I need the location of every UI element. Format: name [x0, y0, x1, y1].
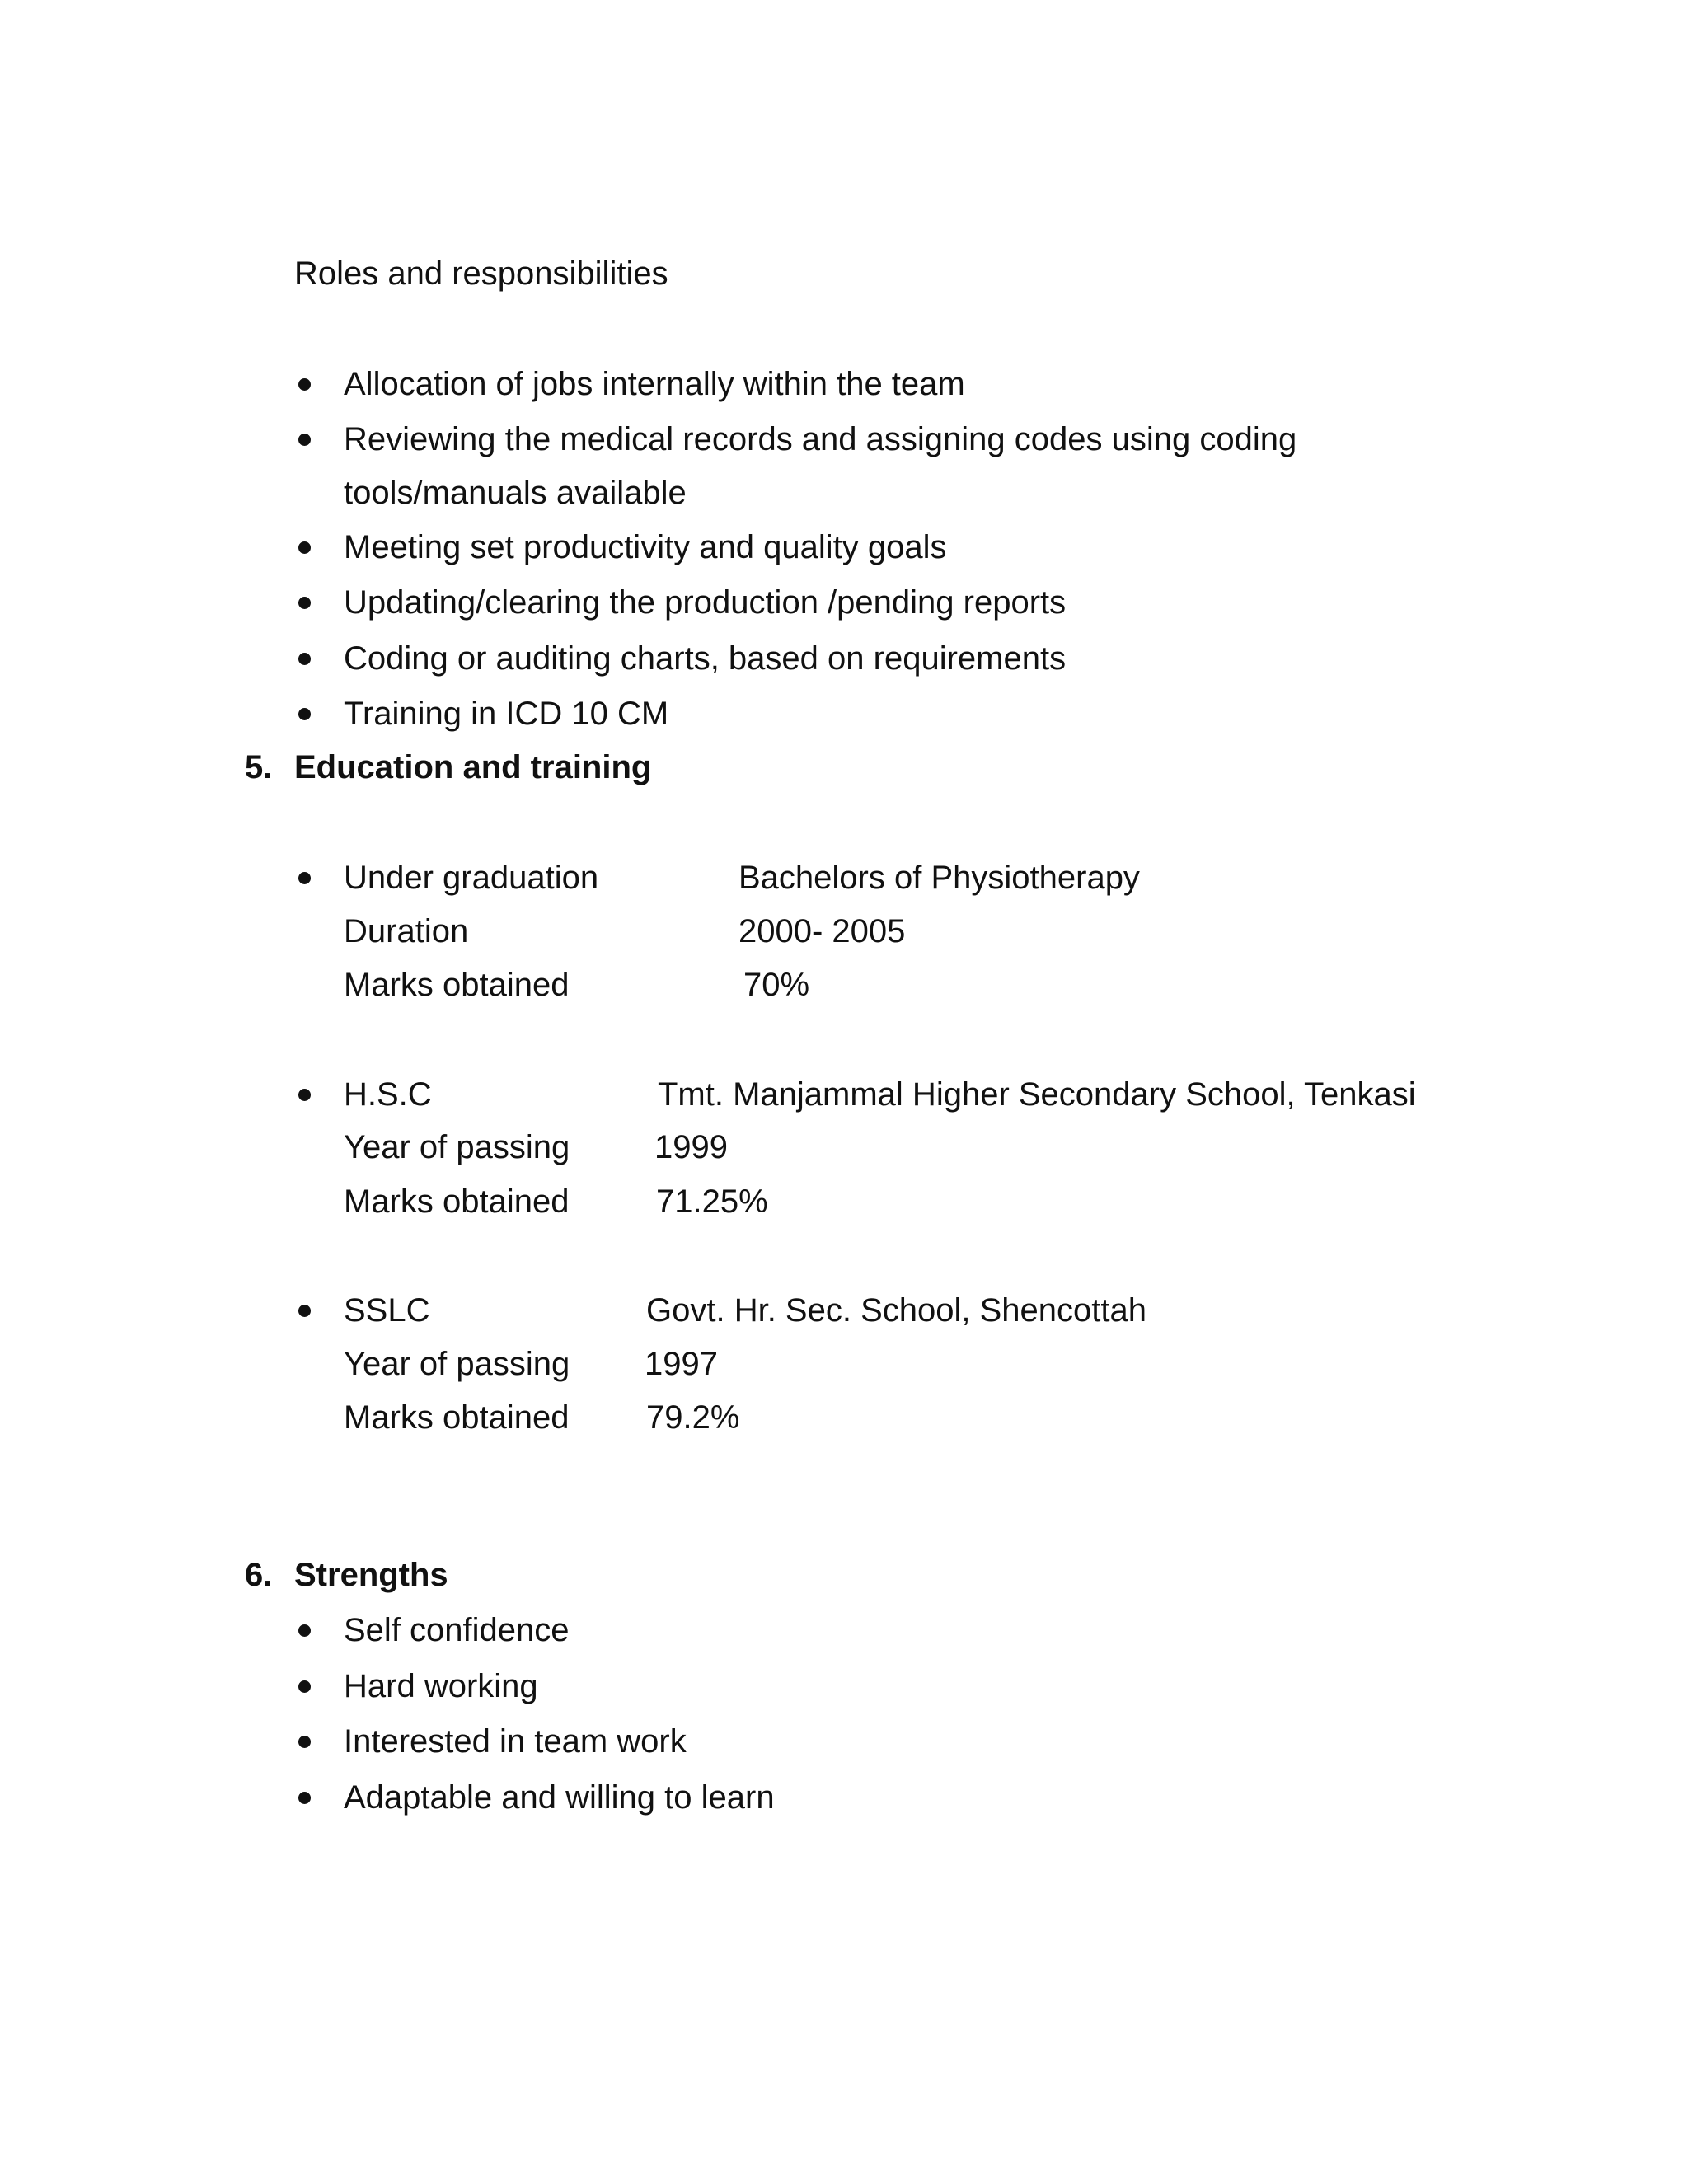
bullet-icon — [298, 541, 311, 554]
bullet-icon — [298, 1089, 311, 1101]
roles-item: Updating/clearing the production /pending reports — [344, 584, 1067, 621]
strengths-item: Adaptable and willing to learn — [344, 1779, 775, 1816]
education-row-label: Marks obtained — [344, 967, 570, 1003]
bullet-icon — [298, 1305, 311, 1317]
section-number: 6. — [245, 1557, 273, 1593]
roles-item: Coding or auditing charts, based on requirements — [344, 640, 1067, 677]
roles-item-continued: tools/manuals available — [344, 475, 687, 511]
roles-item: Meeting set productivity and quality goals — [344, 529, 947, 565]
bullet-icon — [298, 434, 311, 446]
education-row-label: Year of passing — [344, 1346, 570, 1382]
education-label: SSLC — [344, 1292, 430, 1329]
bullet-icon — [298, 597, 311, 609]
education-row-label: Year of passing — [344, 1129, 570, 1165]
education-label: Under graduation — [344, 860, 599, 896]
bullet-icon — [298, 708, 311, 720]
roles-heading: Roles and responsibilities — [294, 255, 668, 292]
education-row-value: 70% — [743, 967, 810, 1003]
bullet-icon — [298, 872, 311, 884]
bullet-icon — [298, 1736, 311, 1748]
bullet-icon — [298, 1680, 311, 1693]
strengths-item: Hard working — [344, 1668, 538, 1704]
education-row-label: Duration — [344, 913, 469, 949]
education-value: Govt. Hr. Sec. School, Shencottah — [646, 1292, 1146, 1329]
section-heading-education: Education and training — [294, 749, 652, 785]
education-row-label: Marks obtained — [344, 1183, 570, 1220]
education-label: H.S.C — [344, 1076, 432, 1113]
section-number: 5. — [245, 749, 273, 785]
education-row-value: 71.25% — [656, 1183, 768, 1220]
education-value: Bachelors of Physiotherapy — [738, 860, 1140, 896]
roles-item: Training in ICD 10 CM — [344, 696, 669, 732]
bullet-icon — [298, 1624, 311, 1637]
section-heading-strengths: Strengths — [294, 1557, 448, 1593]
education-value: Tmt. Manjammal Higher Secondary School, Tenkasi — [658, 1076, 1416, 1113]
education-row-value: 2000- 2005 — [738, 913, 906, 949]
education-row-value: 79.2% — [646, 1399, 740, 1436]
strengths-item: Self confidence — [344, 1612, 570, 1648]
strengths-item: Interested in team work — [344, 1723, 687, 1760]
roles-item: Allocation of jobs internally within the team — [344, 366, 965, 402]
bullet-icon — [298, 1792, 311, 1804]
education-row-label: Marks obtained — [344, 1399, 570, 1436]
education-row-value: 1997 — [645, 1346, 718, 1382]
bullet-icon — [298, 378, 311, 391]
bullet-icon — [298, 653, 311, 665]
education-row-value: 1999 — [654, 1129, 728, 1165]
roles-item: Reviewing the medical records and assigning codes using coding — [344, 421, 1297, 457]
